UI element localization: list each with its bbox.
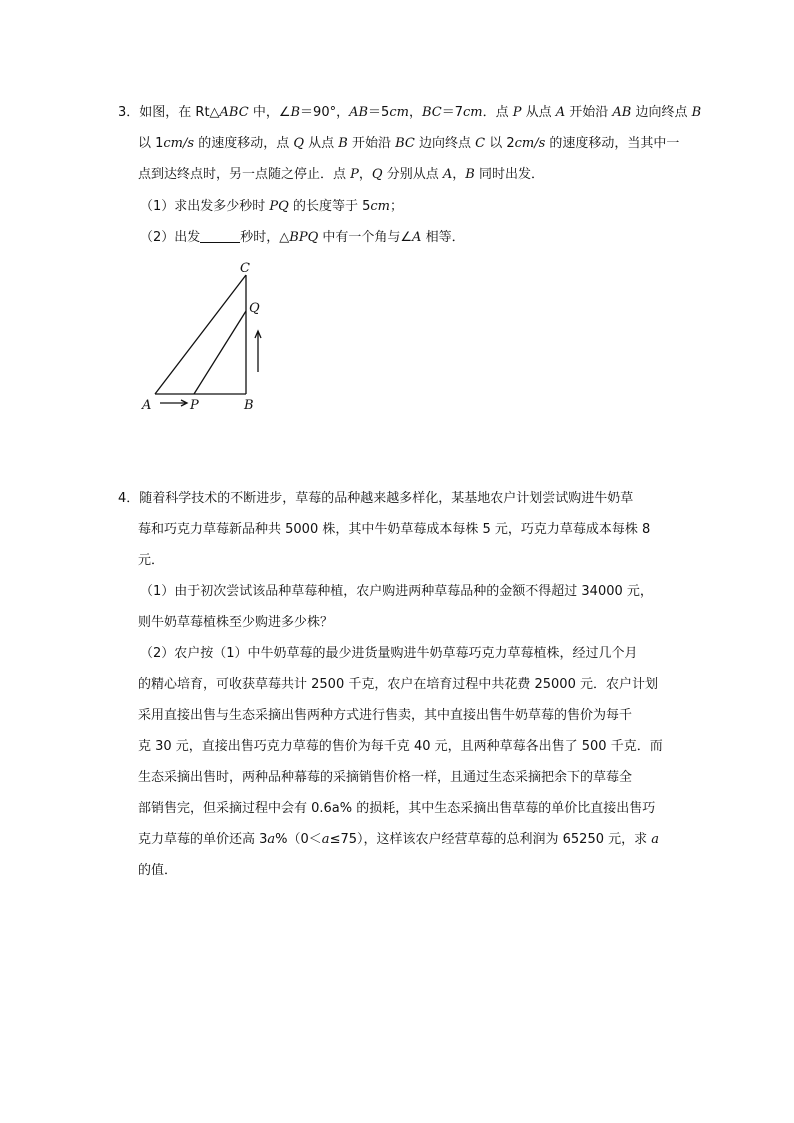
label-p: P — [190, 398, 199, 413]
q4-part-1-line-2: 则牛奶草莓植株至少购进多少株？ — [138, 615, 334, 630]
q4-part-2-line-4: 克 30 元，直接出售巧克力草莓的售价为每千克 40 元，且两种草莓各出售了 500 千克．而 — [138, 739, 663, 754]
q3-line-2: 以 1cm/s 的速度移动，点 Q 从点 B 开始沿 BC 边向终点 C 以 2cm/s 的速度移动，当其中一 — [138, 136, 680, 151]
q3-line-1: 3．如图，在 Rt△ABC 中，∠B＝90°，AB＝5cm，BC＝7cm．点 P 从点 A 开始沿 AB 边向终点 B — [118, 105, 702, 120]
q4-part-2-line-5: 生态采摘出售时，两种品种幕莓的采摘销售价格一样，且通过生态采摘把余下的草莓全 — [138, 770, 633, 785]
label-a: A — [142, 398, 152, 413]
arrow-right-head — [181, 400, 187, 406]
q4-part-2-line-6: 部销售完，但采摘过程中会有 0.6a% 的损耗，其中生态采摘出售草莓的单价比直接出售巧 — [138, 801, 656, 816]
q4-line-3: 元． — [138, 553, 165, 568]
q4-part-2-line-8: 的值． — [138, 863, 178, 878]
side-ac — [155, 275, 246, 394]
answer-blank[interactable] — [200, 229, 240, 243]
q4-part-2-line-3: 采用直接出售与生态采摘出售两种方式进行售卖，其中直接出售牛奶草莓的售价为每千 — [138, 708, 633, 723]
q4-part-1-line-1: （1）由于初次尝试该品种草莓种植，农户购进两种草莓品种的金额不得超过 34000 元， — [140, 584, 653, 599]
q4-part-2-line-7: 克力草莓的单价还高 3a%（0＜a≤75），这样该农户经营草莓的总利润为 65250 元，求 a — [138, 832, 660, 847]
q4-line-1: 4．随着科学技术的不断进步，草莓的品种越来越多样化，某基地农户计划尝试购进牛奶草 — [118, 491, 634, 506]
label-q: Q — [249, 301, 260, 316]
q4-line-2: 莓和巧克力草莓新品种共 5000 株，其中牛奶草莓成本每株 5 元，巧克力草莓成本每株 8 — [138, 522, 651, 537]
q3-part-2: （2）出发 秒时，△BPQ 中有一个角与∠A 相等． — [140, 230, 465, 245]
q3-line-3: 点到达终点时，另一点随之停止．点 P，Q 分别从点 A，B 同时出发． — [138, 167, 544, 182]
label-c: C — [240, 261, 250, 276]
arrow-up-head — [255, 331, 261, 338]
q4-part-2-line-2: 的精心培育，可收获草莓共计 2500 千克，农户在培育过程中共花费 25000 元．农户计划 — [138, 677, 658, 692]
segment-pq — [194, 311, 246, 394]
q3-part-1: （1）求出发多少秒时 PQ 的长度等于 5cm； — [140, 199, 403, 214]
q4-part-2-line-1: （2）农户按（1）中牛奶草莓的最少进货量购进牛奶草莓巧克力草莓植株，经过几个月 — [140, 646, 638, 661]
label-b: B — [244, 398, 254, 413]
